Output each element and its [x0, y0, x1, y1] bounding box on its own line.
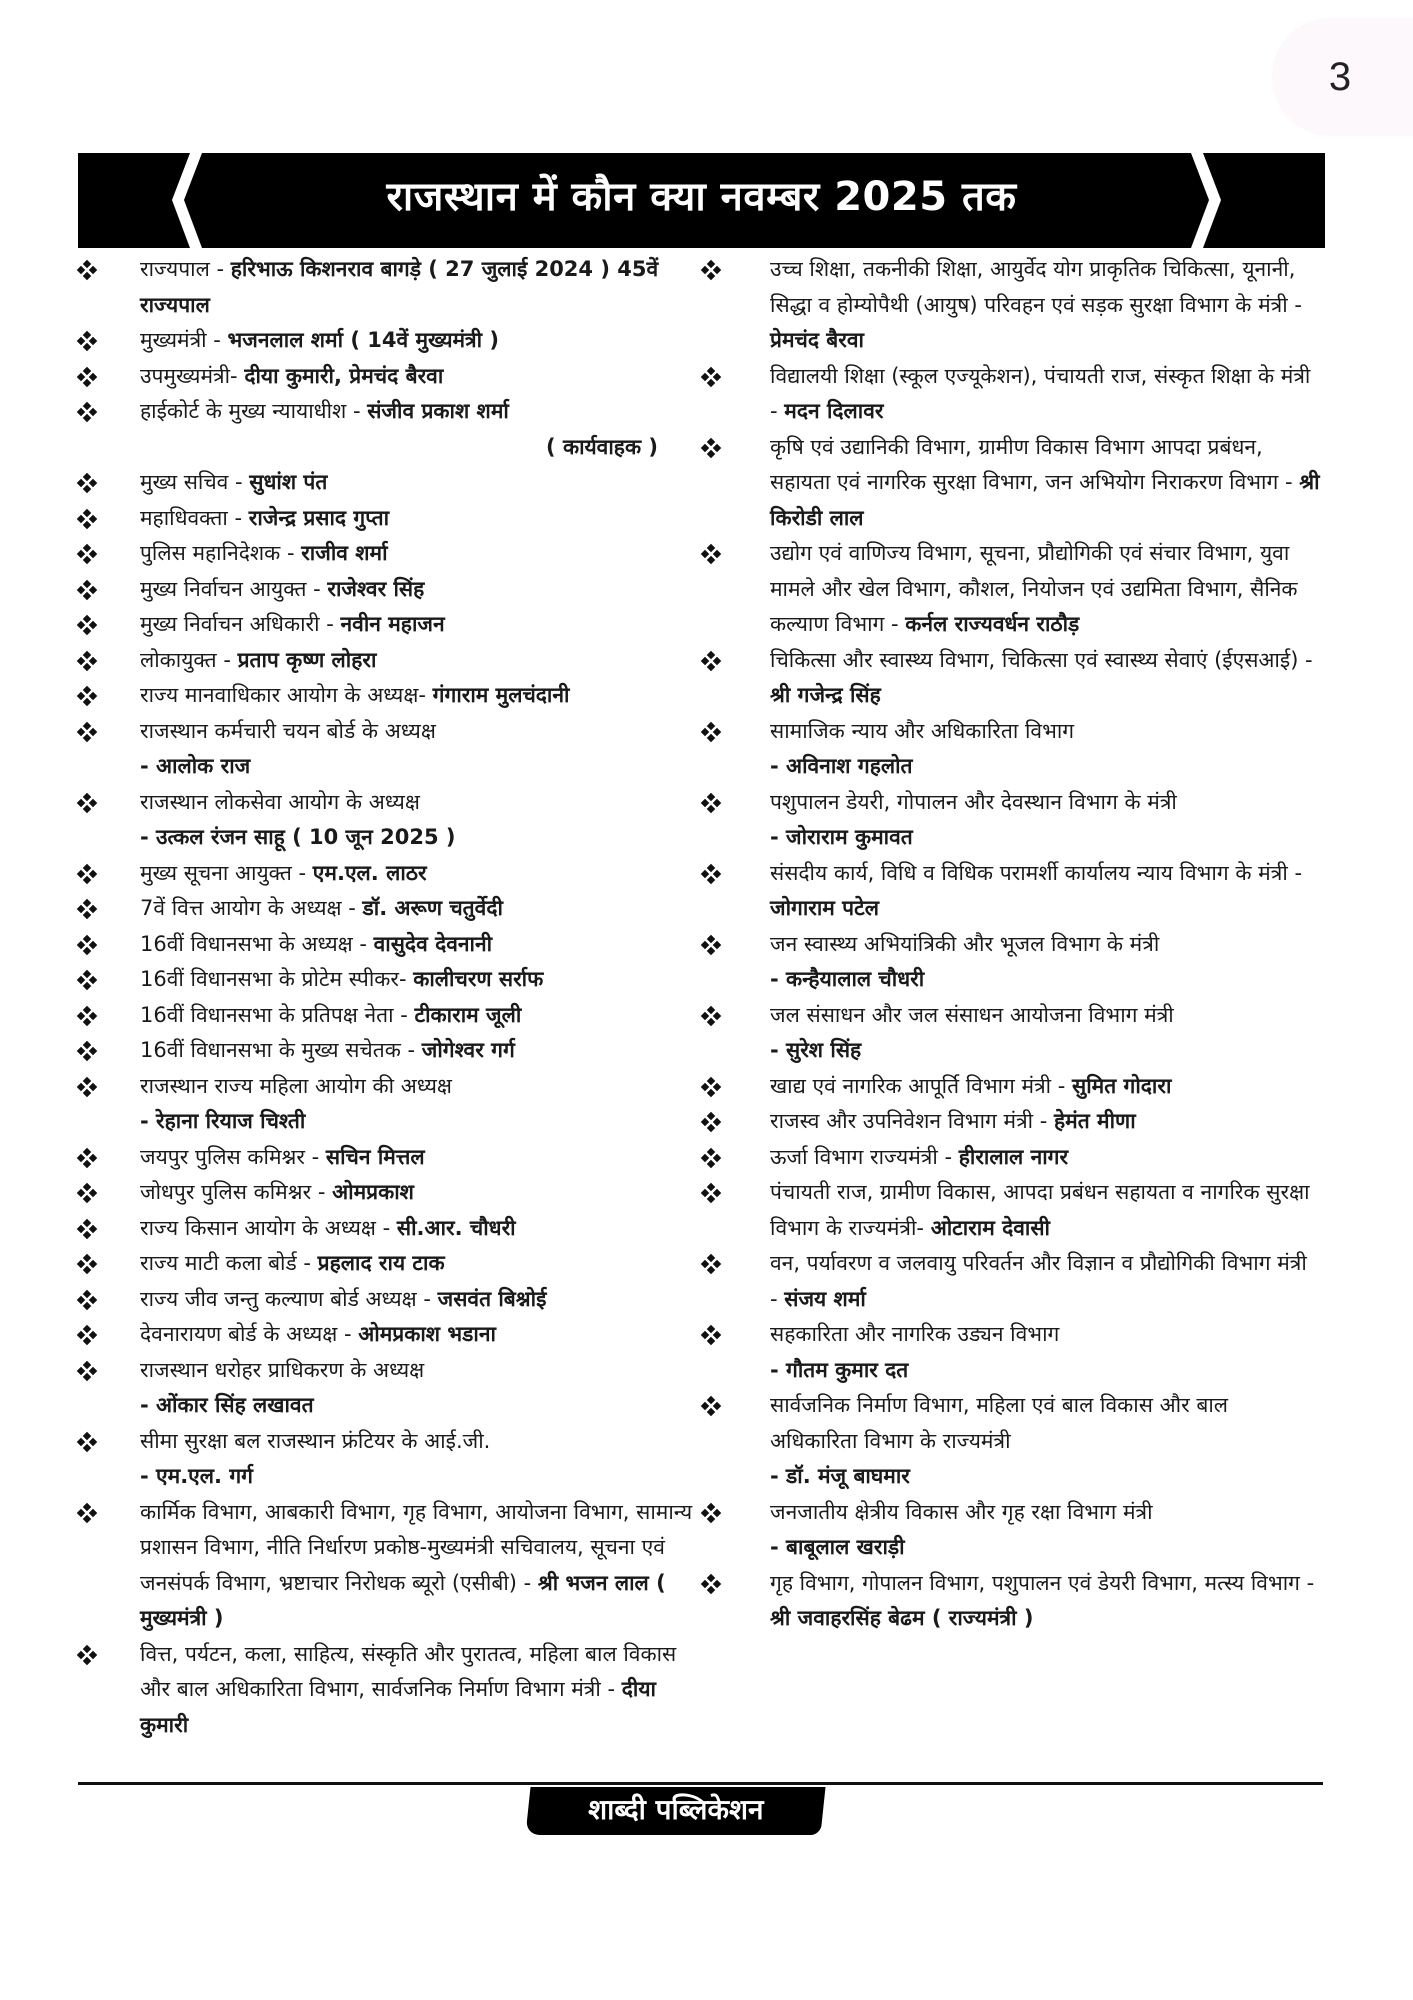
item-value: सी.आर. चौधरी [396, 1215, 516, 1240]
item-label: 7वें वित्त आयोग के अध्यक्ष - [140, 896, 363, 920]
diamond-bullet-icon [78, 971, 96, 989]
list-item [78, 785, 698, 856]
diamond-bullet-icon [702, 1504, 720, 1522]
item-label: वित्त, पर्यटन, कला, साहित्य, संस्कृति और पुरातत्व, महिला बाल विकास और बाल अधिकारिता विभाग, सार्वजनिक निर्माण विभाग मंत्री - [140, 1641, 677, 1701]
item-value: राजेश्वर सिंह [327, 576, 425, 601]
item-value: एम.एल. लाठर [312, 860, 427, 885]
item-value: राजीव शर्मा [301, 541, 388, 565]
list-item [702, 1495, 1320, 1566]
item-value: - अविनाश गहलोत [770, 754, 913, 778]
publisher-name: शाब्दी पब्लिकेशन [587, 1793, 764, 1826]
diamond-bullet-icon [78, 1255, 96, 1273]
item-label: संसदीय कार्य, विधि व विधिक परामर्शी कार्यालय न्याय विभाग के मंत्री - [770, 860, 1303, 885]
diamond-bullet-icon [702, 723, 720, 741]
item-value: - जोराराम कुमावत [770, 825, 913, 849]
list-item [78, 607, 698, 643]
item-value: ओटाराम देवासी [930, 1215, 1050, 1240]
item-label: उच्च शिक्षा, तकनीकी शिक्षा, आयुर्वेद योग प्राकृतिक चिकित्सा, यूनानी, सिद्धा व होम्योपैथी (आयुष) परिवहन एवं सड़क सुरक्षा विभाग के मंत्री - [770, 257, 1302, 317]
list-item [702, 714, 1320, 785]
item-label: राजस्थान धरोहर प्राधिकरण के अध्यक्ष [140, 1357, 425, 1382]
item-label: मुख्य सूचना आयुक्त - [140, 860, 313, 885]
diamond-bullet-icon [78, 936, 96, 954]
item-value: - सुरेश सिंह [770, 1038, 862, 1062]
item-value: - आलोक राज [140, 754, 251, 778]
list-item [78, 927, 698, 963]
list-item [702, 1246, 1320, 1317]
list-item [78, 643, 698, 679]
item-label: पशुपालन डेयरी, गोपालन और देवस्थान विभाग के मंत्री [770, 789, 1177, 814]
item-label: सहकारिता और नागरिक उड्यन विभाग [770, 1322, 1060, 1346]
diamond-bullet-icon [78, 652, 96, 670]
list-item [78, 1495, 698, 1637]
diamond-bullet-icon [78, 1078, 96, 1096]
publisher-badge [525, 1787, 825, 1835]
diamond-bullet-icon [78, 794, 96, 812]
item-value: हीरालाल नागर [958, 1144, 1069, 1169]
list-item [702, 1317, 1320, 1388]
diamond-bullet-icon [702, 1397, 720, 1415]
item-value: हरिभाऊ किशनराव बागड़े ( 27 जुलाई 2024 ) 45वें राज्यपाल [140, 257, 659, 317]
item-value: - ओंकार सिंह लखावत [140, 1393, 314, 1417]
item-value: जोगेश्वर गर्ग [421, 1038, 515, 1062]
right-column [702, 252, 1320, 1637]
item-value: दीया कुमारी, प्रेमचंद बैरवा [244, 363, 444, 388]
item-label: जोधपुर पुलिस कमिश्नर - [140, 1180, 333, 1204]
diamond-bullet-icon [78, 1149, 96, 1167]
item-label: खाद्य एवं नागरिक आपूर्ति विभाग मंत्री - [770, 1073, 1073, 1098]
item-label: सामाजिक न्याय और अधिकारिता विभाग [770, 718, 1075, 743]
diamond-bullet-icon [702, 368, 720, 386]
item-value: श्री जवाहरसिंह बेढम ( राज्यमंत्री ) [770, 1606, 1034, 1630]
list-item [78, 394, 698, 465]
item-label: पंचायती राज, ग्रामीण विकास, आपदा प्रबंधन सहायता व नागरिक सुरक्षा विभाग के राज्यमंत्री- [770, 1180, 1310, 1240]
list-item [702, 856, 1320, 927]
diamond-bullet-icon [78, 403, 96, 421]
diamond-bullet-icon [78, 1220, 96, 1238]
item-label: 16वीं विधानसभा के मुख्य सचेतक - [140, 1038, 422, 1062]
diamond-bullet-icon [702, 936, 720, 954]
diamond-bullet-icon [78, 1042, 96, 1060]
list-item [78, 1424, 698, 1495]
item-label: जनजातीय क्षेत्रीय विकास और गृह रक्षा विभाग मंत्री [770, 1499, 1153, 1524]
item-value: श्री गजेन्द्र सिंह [770, 683, 881, 707]
list-item [78, 252, 698, 323]
list-item [78, 1282, 698, 1318]
item-value: - बाबूलाल खराड़ी [770, 1535, 905, 1559]
item-value: नवीन महाजन [340, 612, 445, 636]
item-value: डॉ. अरूण चतुर्वेदी [362, 896, 503, 920]
page-number-tab [1272, 18, 1413, 136]
diamond-bullet-icon [78, 1362, 96, 1380]
item-value: कालीचरण सर्राफ [413, 967, 544, 991]
item-value: प्रहलाद राय टाक [317, 1251, 445, 1275]
list-item [702, 1140, 1320, 1176]
item-value: मदन दिलावर [784, 399, 884, 423]
item-label: पुलिस महानिदेशक - [140, 541, 302, 565]
item-label: सार्वजनिक निर्माण विभाग, महिला एवं बाल विकास और बाल अधिकारिता विभाग के राज्यमंत्री [770, 1393, 1229, 1453]
item-label: राजस्थान लोकसेवा आयोग के अध्यक्ष [140, 789, 420, 814]
item-label: राज्य माटी कला बोर्ड - [140, 1251, 318, 1275]
item-note: ( कार्यवाहक ) [546, 434, 658, 459]
item-value: गंगाराम मुलचंदानी [432, 683, 570, 707]
list-item [702, 998, 1320, 1069]
item-value: प्रेमचंद बैरवा [770, 328, 864, 352]
list-item [78, 1317, 698, 1353]
left-column [78, 252, 698, 1743]
item-label: गृह विभाग, गोपालन विभाग, पशुपालन एवं डेयरी विभाग, मत्स्य विभाग - [770, 1570, 1315, 1595]
item-label: कार्मिक विभाग, आबकारी विभाग, गृह विभाग, आयोजना विभाग, सामान्य प्रशासन विभाग, नीति निर्धारण प्रकोष्ठ-मुख्यमंत्री सचिवालय, सूचना एवं जनसंपर्क विभाग, भ्रष्टाचार निरोधक ब्यूरो (एसीबी) - [140, 1499, 693, 1595]
item-value: संजय शर्मा [784, 1286, 866, 1311]
diamond-bullet-icon [78, 616, 96, 634]
diamond-bullet-icon [78, 510, 96, 528]
item-label: लोकायुक्त - [140, 647, 238, 672]
list-item [702, 1566, 1320, 1637]
diamond-bullet-icon [702, 1113, 720, 1131]
item-label: कृषि एवं उद्यानिकी विभाग, ग्रामीण विकास विभाग आपदा प्रबंधन, सहायता एवं नागरिक सुरक्षा विभाग, जन अभियोग निराकरण विभाग - [770, 434, 1300, 494]
diamond-bullet-icon [78, 1646, 96, 1664]
list-item [702, 785, 1320, 856]
diamond-bullet-icon [702, 794, 720, 812]
footer-divider [78, 1782, 1323, 1785]
list-item [78, 1211, 698, 1247]
diamond-bullet-icon [78, 723, 96, 741]
item-value: टीकाराम जूली [414, 1002, 522, 1027]
item-value: - उत्कल रंजन साहू ( 10 जून 2025 ) [140, 825, 456, 849]
list-item [78, 1637, 698, 1744]
diamond-bullet-icon [702, 1184, 720, 1202]
item-label: राज्य मानवाधिकार आयोग के अध्यक्ष- [140, 683, 433, 707]
item-label: चिकित्सा और स्वास्थ्य विभाग, चिकित्सा एवं स्वास्थ्य सेवाएं (ईएसआई) - [770, 647, 1313, 672]
list-item [702, 1069, 1320, 1105]
list-item [78, 1246, 698, 1282]
item-value: जसवंत बिश्नोई [437, 1286, 547, 1311]
item-label: जन स्वास्थ्य अभियांत्रिकी और भूजल विभाग के मंत्री [770, 931, 1160, 956]
item-label: 16वीं विधानसभा के प्रतिपक्ष नेता - [140, 1002, 415, 1027]
diamond-bullet-icon [78, 1504, 96, 1522]
item-value: कर्नल राज्यवर्धन राठौड़ [905, 612, 1080, 636]
diamond-bullet-icon [702, 1007, 720, 1025]
list-item [702, 1175, 1320, 1246]
list-item [702, 1104, 1320, 1140]
list-item [78, 1033, 698, 1069]
item-value: भजनलाल शर्मा ( 14वें मुख्यमंत्री ) [227, 328, 500, 352]
diamond-bullet-icon [702, 261, 720, 279]
item-value: ओमप्रकाश [332, 1180, 414, 1204]
list-item [78, 323, 698, 359]
item-label: हाईकोर्ट के मुख्य न्यायाधीश - [140, 399, 368, 423]
item-value: ओमप्रकाश भडाना [358, 1322, 496, 1346]
item-label: 16वीं विधानसभा के प्रोटेम स्पीकर- [140, 967, 414, 991]
diamond-bullet-icon [78, 900, 96, 918]
list-item [702, 927, 1320, 998]
diamond-bullet-icon [78, 368, 96, 386]
item-label: राज्य किसान आयोग के अध्यक्ष - [140, 1215, 397, 1240]
item-value: श्री किरोडी लाल [770, 470, 1320, 530]
list-item [78, 856, 698, 892]
item-value: - रेहाना रियाज चिश्ती [140, 1109, 306, 1133]
item-label: राज्य जीव जन्तु कल्याण बोर्ड अध्यक्ष - [140, 1286, 438, 1311]
list-item [702, 430, 1320, 537]
diamond-bullet-icon [702, 1326, 720, 1344]
diamond-bullet-icon [78, 332, 96, 350]
item-value: प्रताप कृष्ण लोहरा [237, 647, 377, 672]
item-label: 16वीं विधानसभा के अध्यक्ष - [140, 931, 374, 956]
item-label: ऊर्जा विभाग राज्यमंत्री - [770, 1144, 959, 1169]
item-label: राजस्व और उपनिवेशन विभाग मंत्री - [770, 1109, 1055, 1133]
item-label: मुख्य निर्वाचन अधिकारी - [140, 612, 341, 636]
list-item [78, 891, 698, 927]
item-label: मुख्य निर्वाचन आयुक्त - [140, 576, 328, 601]
list-item [78, 1353, 698, 1424]
item-label: सीमा सुरक्षा बल राजस्थान फ्रंटियर के आई.जी. [140, 1428, 491, 1453]
diamond-bullet-icon [78, 261, 96, 279]
item-label: महाधिवक्ता - [140, 505, 249, 530]
list-item [78, 998, 698, 1034]
item-label: वन, पर्यावरण व जलवायु परिवर्तन और विज्ञान व प्रौद्योगिकी विभाग मंत्री - [770, 1251, 1307, 1311]
diamond-bullet-icon [78, 1007, 96, 1025]
list-item [702, 359, 1320, 430]
item-value: - एम.एल. गर्ग [140, 1464, 253, 1488]
item-value: सुमित गोदारा [1072, 1073, 1172, 1098]
diamond-bullet-icon [702, 1149, 720, 1167]
list-item [702, 643, 1320, 714]
diamond-bullet-icon [78, 545, 96, 563]
list-item [78, 536, 698, 572]
item-value: सचिन मित्तल [325, 1144, 425, 1169]
diamond-bullet-icon [702, 1255, 720, 1273]
diamond-bullet-icon [702, 1078, 720, 1096]
item-value: जोगाराम पटेल [770, 896, 879, 920]
list-item [78, 501, 698, 537]
list-item [78, 1175, 698, 1211]
item-label: उद्योग एवं वाणिज्य विभाग, सूचना, प्रौद्योगिकी एवं संचार विभाग, युवा मामले और खेल विभाग, कौशल, नियोजन एवं उद्यमिता विभाग, सैनिक कल्याण विभाग - [770, 541, 1298, 636]
list-item [78, 572, 698, 608]
list-item [78, 678, 698, 714]
diamond-bullet-icon [78, 1433, 96, 1451]
item-label: देवनारायण बोर्ड के अध्यक्ष - [140, 1322, 359, 1346]
item-value: सुधांश पंत [249, 470, 328, 494]
list-item [702, 536, 1320, 643]
list-item [702, 252, 1320, 359]
diamond-bullet-icon [78, 865, 96, 883]
diamond-bullet-icon [702, 865, 720, 883]
list-item [78, 465, 698, 501]
list-item [78, 359, 698, 395]
diamond-bullet-icon [78, 474, 96, 492]
item-label: जल संसाधन और जल संसाधन आयोजना विभाग मंत्री [770, 1002, 1174, 1027]
item-label: राजस्थान कर्मचारी चयन बोर्ड के अध्यक्ष [140, 718, 436, 743]
diamond-bullet-icon [702, 439, 720, 457]
diamond-bullet-icon [702, 545, 720, 563]
item-label: मुख्य सचिव - [140, 470, 250, 494]
title-banner [78, 153, 1325, 248]
page-number: 3 [1328, 54, 1352, 99]
item-value: दीया कुमारी [140, 1677, 656, 1737]
item-value: - डॉ. मंजू बाघमार [770, 1464, 910, 1488]
item-value: संजीव प्रकाश शर्मा [367, 399, 509, 423]
item-value: श्री भजन लाल ( मुख्यमंत्री ) [140, 1570, 666, 1630]
item-value: राजेन्द्र प्रसाद गुप्ता [248, 505, 390, 530]
diamond-bullet-icon [78, 1184, 96, 1202]
list-item [78, 1069, 698, 1140]
diamond-bullet-icon [78, 1291, 96, 1309]
diamond-bullet-icon [702, 652, 720, 670]
item-value: हेमंत मीणा [1054, 1109, 1136, 1133]
item-value: - कन्हैयालाल चौधरी [770, 967, 925, 991]
list-item [78, 714, 698, 785]
item-label: राज्यपाल - [140, 257, 231, 281]
item-label: जयपुर पुलिस कमिश्नर - [140, 1144, 326, 1169]
list-item [702, 1388, 1320, 1495]
list-item [78, 1140, 698, 1176]
item-value: - गौतम कुमार दत [770, 1357, 909, 1382]
item-label: राजस्थान राज्य महिला आयोग की अध्यक्ष [140, 1073, 452, 1098]
diamond-bullet-icon [78, 687, 96, 705]
diamond-bullet-icon [78, 581, 96, 599]
item-value: वासुदेव देवनानी [373, 931, 493, 956]
page-title: राजस्थान में कौन क्या नवम्बर 2025 तक [386, 174, 1017, 220]
item-label: विद्यालयी शिक्षा (स्कूल एज्यूकेशन), पंचायती राज, संस्कृत शिक्षा के मंत्री - [770, 363, 1311, 423]
list-item [78, 962, 698, 998]
diamond-bullet-icon [702, 1575, 720, 1593]
item-label: मुख्यमंत्री - [140, 328, 228, 352]
diamond-bullet-icon [78, 1326, 96, 1344]
item-label: उपमुख्यमंत्री- [140, 363, 245, 388]
